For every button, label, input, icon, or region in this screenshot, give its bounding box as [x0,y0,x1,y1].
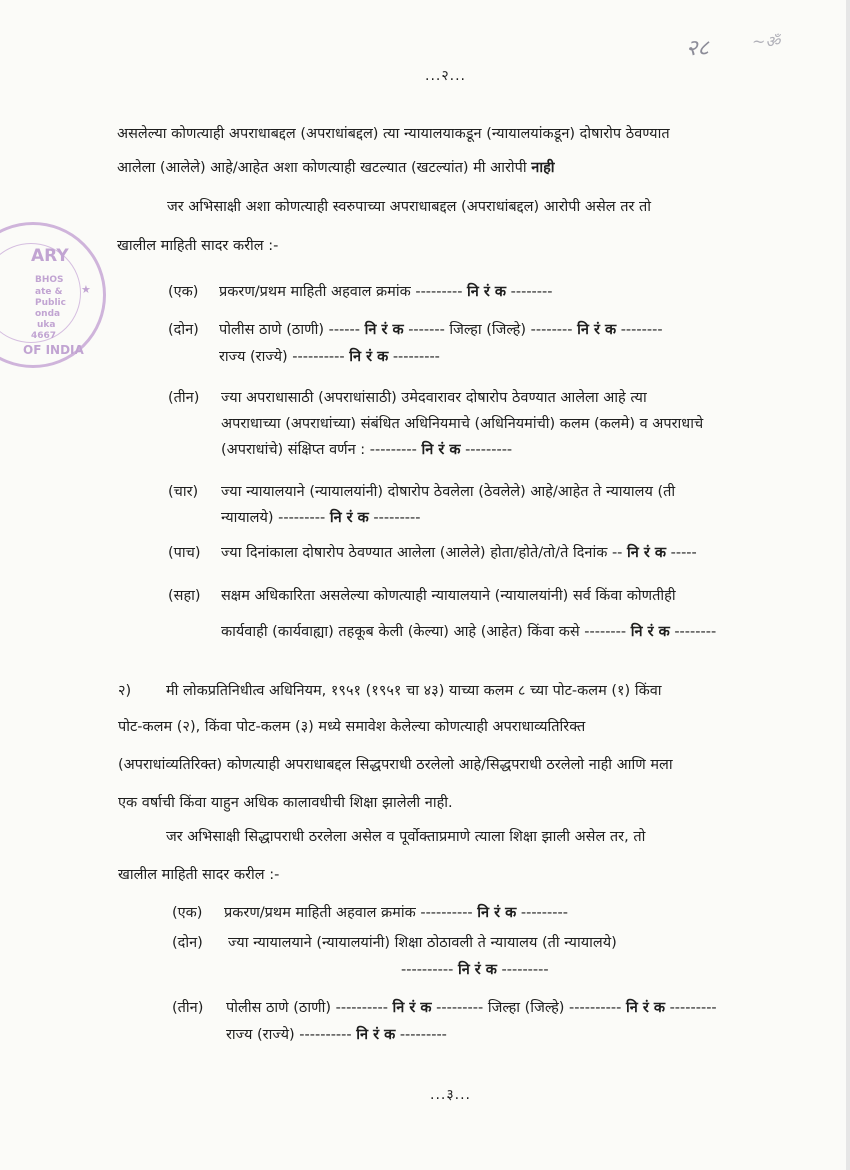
paragraph-line: एक वर्षाची किंवा याहुन अधिक कालावधीची शिक्षा झालेली नाही. [118,795,453,811]
paragraph-line: असलेल्या कोणत्याही अपराधाबद्दल (अपराधांबद्दल) त्या न्यायालयाकडून (न्यायालयांकडून) दोषारोप ठेवण्यात [117,126,670,142]
stamp-text: Public [35,298,66,308]
list-item [219,320,663,340]
text-span: प्रकरण/प्रथम माहिती अहवाल क्रमांक --------- [219,284,463,300]
list-item-continuation [401,960,549,980]
list-item-continuation [219,347,440,367]
text-span: --------- [373,510,421,526]
list-item-continuation [221,508,421,528]
paragraph-line: (अपराधांव्यतिरिक्त) कोणत्याही अपराधाबद्दल सिद्धपराधी ठरलेलो आहे/सिद्धपराधी ठरलेलो नाही आणि मला [118,757,673,773]
nil-value: नि रं क [477,905,517,921]
list-item-continuation [221,622,716,642]
page-edge-shadow [846,0,850,1170]
text-span: --------- [520,905,568,921]
item-number: (तीन) [172,1000,204,1016]
nil-value: नि रं क [627,545,666,561]
nil-value: नि रं क [467,284,507,300]
list-item [219,282,552,302]
nil-value: नि रं क [457,962,497,978]
text-span: --------- [399,1027,447,1043]
list-item [226,998,717,1018]
text-span: पोलीस ठाणे (ठाणी) ---------- [226,1000,388,1016]
item-number: (चार) [168,484,199,500]
paragraph-line: मी लोकप्रतिनिधीत्व अधिनियम, १९५१ (१९५१ चा ४३) याच्या कलम ८ च्या पोट-कलम (१) किंवा [166,683,662,699]
text-span: राज्य (राज्ये) ---------- [219,349,345,365]
text-span: --------- [392,349,440,365]
list-item-continuation [221,440,512,460]
paragraph-line [117,158,555,178]
nil-value: नि रं क [625,1000,665,1016]
handwritten-scribble: ~ॐ [752,32,780,51]
paragraph-line: पोट-कलम (२), किंवा पोट-कलम (३) मध्ये समावेश केलेल्या कोणत्याही अपराधाव्यतिरिक्त [118,719,586,735]
list-item: ज्या न्यायालयाने (न्यायालयांनी) शिक्षा ठोठावली ते न्यायालय (ती न्यायालये) [228,935,617,951]
paragraph-line: जर अभिसाक्षी सिद्धापराधी ठरलेला असेल व पूर्वोक्ताप्रमाणे त्याला शिक्षा झाली असेल तर, तो [166,829,646,845]
nil-value: नि रं क [364,322,404,338]
item-number: (पाच) [168,545,201,561]
text-span: --------- [501,962,549,978]
text-span: ----- [670,545,697,561]
notary-stamp [0,222,106,368]
stamp-text: 4667 [31,331,57,341]
stamp-text: ate & [35,287,63,297]
handwritten-page-number: २८ [686,36,709,61]
text-span: न्यायालये) --------- [221,510,326,526]
text-span: --------- [465,442,513,458]
stamp-text: onda [35,309,61,319]
nil-value: नि रं क [392,1000,432,1016]
page-footer-marker: ...३... [430,1087,471,1103]
item-number: (एक) [168,284,199,300]
text-span: प्रकरण/प्रथम माहिती अहवाल क्रमांक ---------- [224,905,473,921]
item-number: (दोन) [172,935,203,951]
list-item [224,903,568,923]
item-number: (तीन) [168,390,200,406]
nil-value: नि रं क [356,1027,396,1043]
emphasis-text: नाही [531,160,555,176]
page-header-marker: ...२... [425,68,466,84]
item-number: (सहा) [168,588,201,604]
text-span: --------- जिल्हा (जिल्हे) ---------- [436,1000,622,1016]
paragraph-line: खालील माहिती सादर करील :- [118,867,280,883]
item-number: (एक) [172,905,203,921]
text-span: ---------- [401,962,454,978]
list-item [221,543,697,563]
nil-value: नि रं क [329,510,369,526]
section-number: २) [118,683,132,699]
text-span: कार्यवाही (कार्यवाह्या) तहकूब केली (केल्या) आहे (आहेत) किंवा कसे -------- [221,624,627,640]
item-number: (दोन) [168,322,199,338]
list-item-continuation [226,1025,447,1045]
nil-value: नि रं क [630,624,670,640]
nil-value: नि रं क [421,442,461,458]
text-span: ------- जिल्हा (जिल्हे) -------- [408,322,573,338]
text-span: -------- [510,284,553,300]
text-span: (अपराधांचे) संक्षिप्त वर्णन : --------- [221,442,417,458]
list-item: ज्या अपराधासाठी (अपराधांसाठी) उमेदवारावर दोषारोप ठेवण्यात आलेला आहे त्या [221,390,647,406]
list-item: सक्षम अधिकारिता असलेल्या कोणत्याही न्यायालयाने (न्यायालयांनी) सर्व किंवा कोणतीही [221,588,676,604]
paragraph-line: खालील माहिती सादर करील :- [117,238,279,254]
nil-value: नि रं क [577,322,617,338]
paragraph-line: जर अभिसाक्षी अशा कोणत्याही स्वरुपाच्या अपराधाबद्दल (अपराधांबद्दल) आरोपी असेल तर तो [167,199,652,215]
stamp-star-icon: ★ [81,283,91,296]
text-span: -------- [674,624,717,640]
text-span: पोलीस ठाणे (ठाणी) ------ [219,322,360,338]
text-span: --------- [669,1000,717,1016]
nil-value: नि रं क [349,349,389,365]
stamp-text: ARY [31,246,69,266]
list-item: ज्या न्यायालयाने (न्यायालयांनी) दोषारोप ठेवलेला (ठेवलेले) आहे/आहेत ते न्यायालय (ती [221,484,676,500]
text-span: राज्य (राज्ये) ---------- [226,1027,352,1043]
text-span: ज्या दिनांकाला दोषारोप ठेवण्यात आलेला (आलेले) होता/होते/तो/ते दिनांक -- [221,545,623,561]
stamp-text: BHOS [35,275,64,285]
stamp-text: uka [37,320,56,330]
stamp-text: OF INDIA [23,343,84,357]
text-span: आलेला (आलेले) आहे/आहेत अशा कोणत्याही खटल्यात (खटल्यांत) मी आरोपी [117,160,527,176]
text-span: -------- [620,322,663,338]
list-item-continuation: अपराधाच्या (अपराधांच्या) संबंधित अधिनियमाचे (अधिनियमांची) कलम (कलमे) व अपराधाचे [221,416,704,432]
